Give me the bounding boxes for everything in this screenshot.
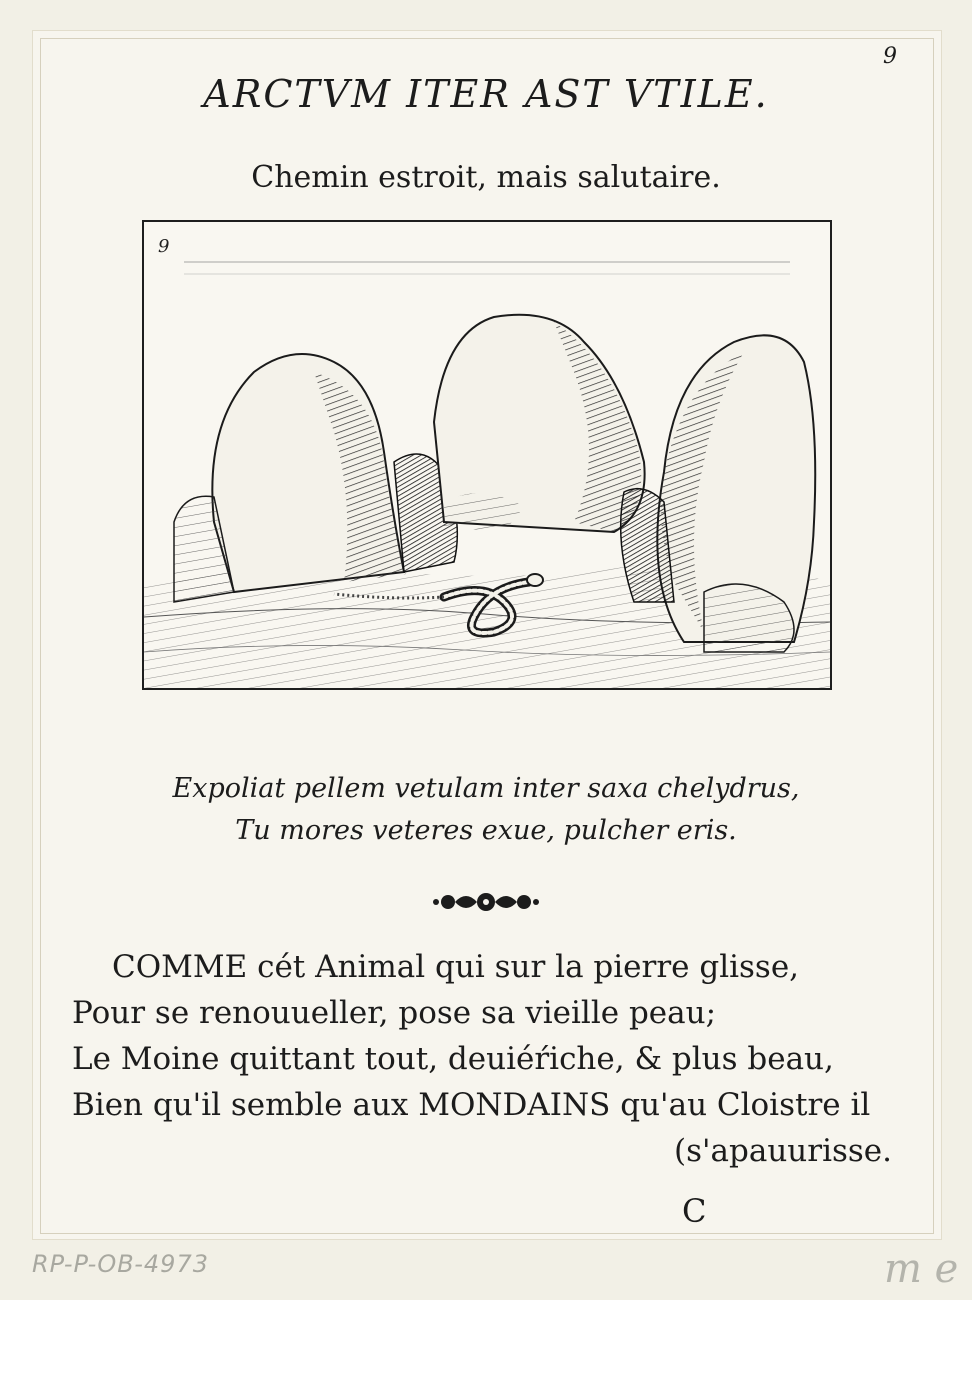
french-verse-line: Bien qu'il semble aux MONDAINS qu'au Cloistre il (72, 1087, 871, 1123)
emblem-motto: ARCTVM ITER AST VTILE. (203, 72, 769, 116)
bottom-band (0, 1300, 972, 1390)
page-number: 9 (883, 44, 897, 69)
handwritten-note: m e (884, 1246, 959, 1292)
french-verse-line: (s'apauurisse. (673, 1133, 892, 1169)
latin-verse (0, 768, 972, 852)
emblem-illustration (142, 220, 832, 690)
rocks-and-snake-etching (144, 222, 830, 688)
middle-rock (434, 315, 645, 532)
left-rock (174, 354, 457, 602)
latin-verse-line: Tu mores veteres exue, pulcher eris. (235, 815, 737, 846)
inventory-number: RP-P-OB-4973 (32, 1250, 209, 1278)
emblem-subtitle: Chemin estroit, mais salutaire. (251, 160, 721, 195)
latin-verse-line: Expoliat pellem vetulam inter saxa chelydrus, (172, 773, 800, 804)
french-verse-line: Pour se renouueller, pose sa vieille peau; (72, 995, 717, 1031)
fleuron-ornament-icon (428, 882, 544, 922)
french-verse (72, 944, 912, 1174)
french-verse-line: COMME cét Animal qui sur la pierre glisse, (112, 949, 800, 985)
illustration-number: 9 (158, 236, 170, 257)
signature-letter: C (682, 1192, 707, 1230)
french-verse-line: Le Moine quittant tout, deuiéŕiche, & plus beau, (72, 1041, 834, 1077)
